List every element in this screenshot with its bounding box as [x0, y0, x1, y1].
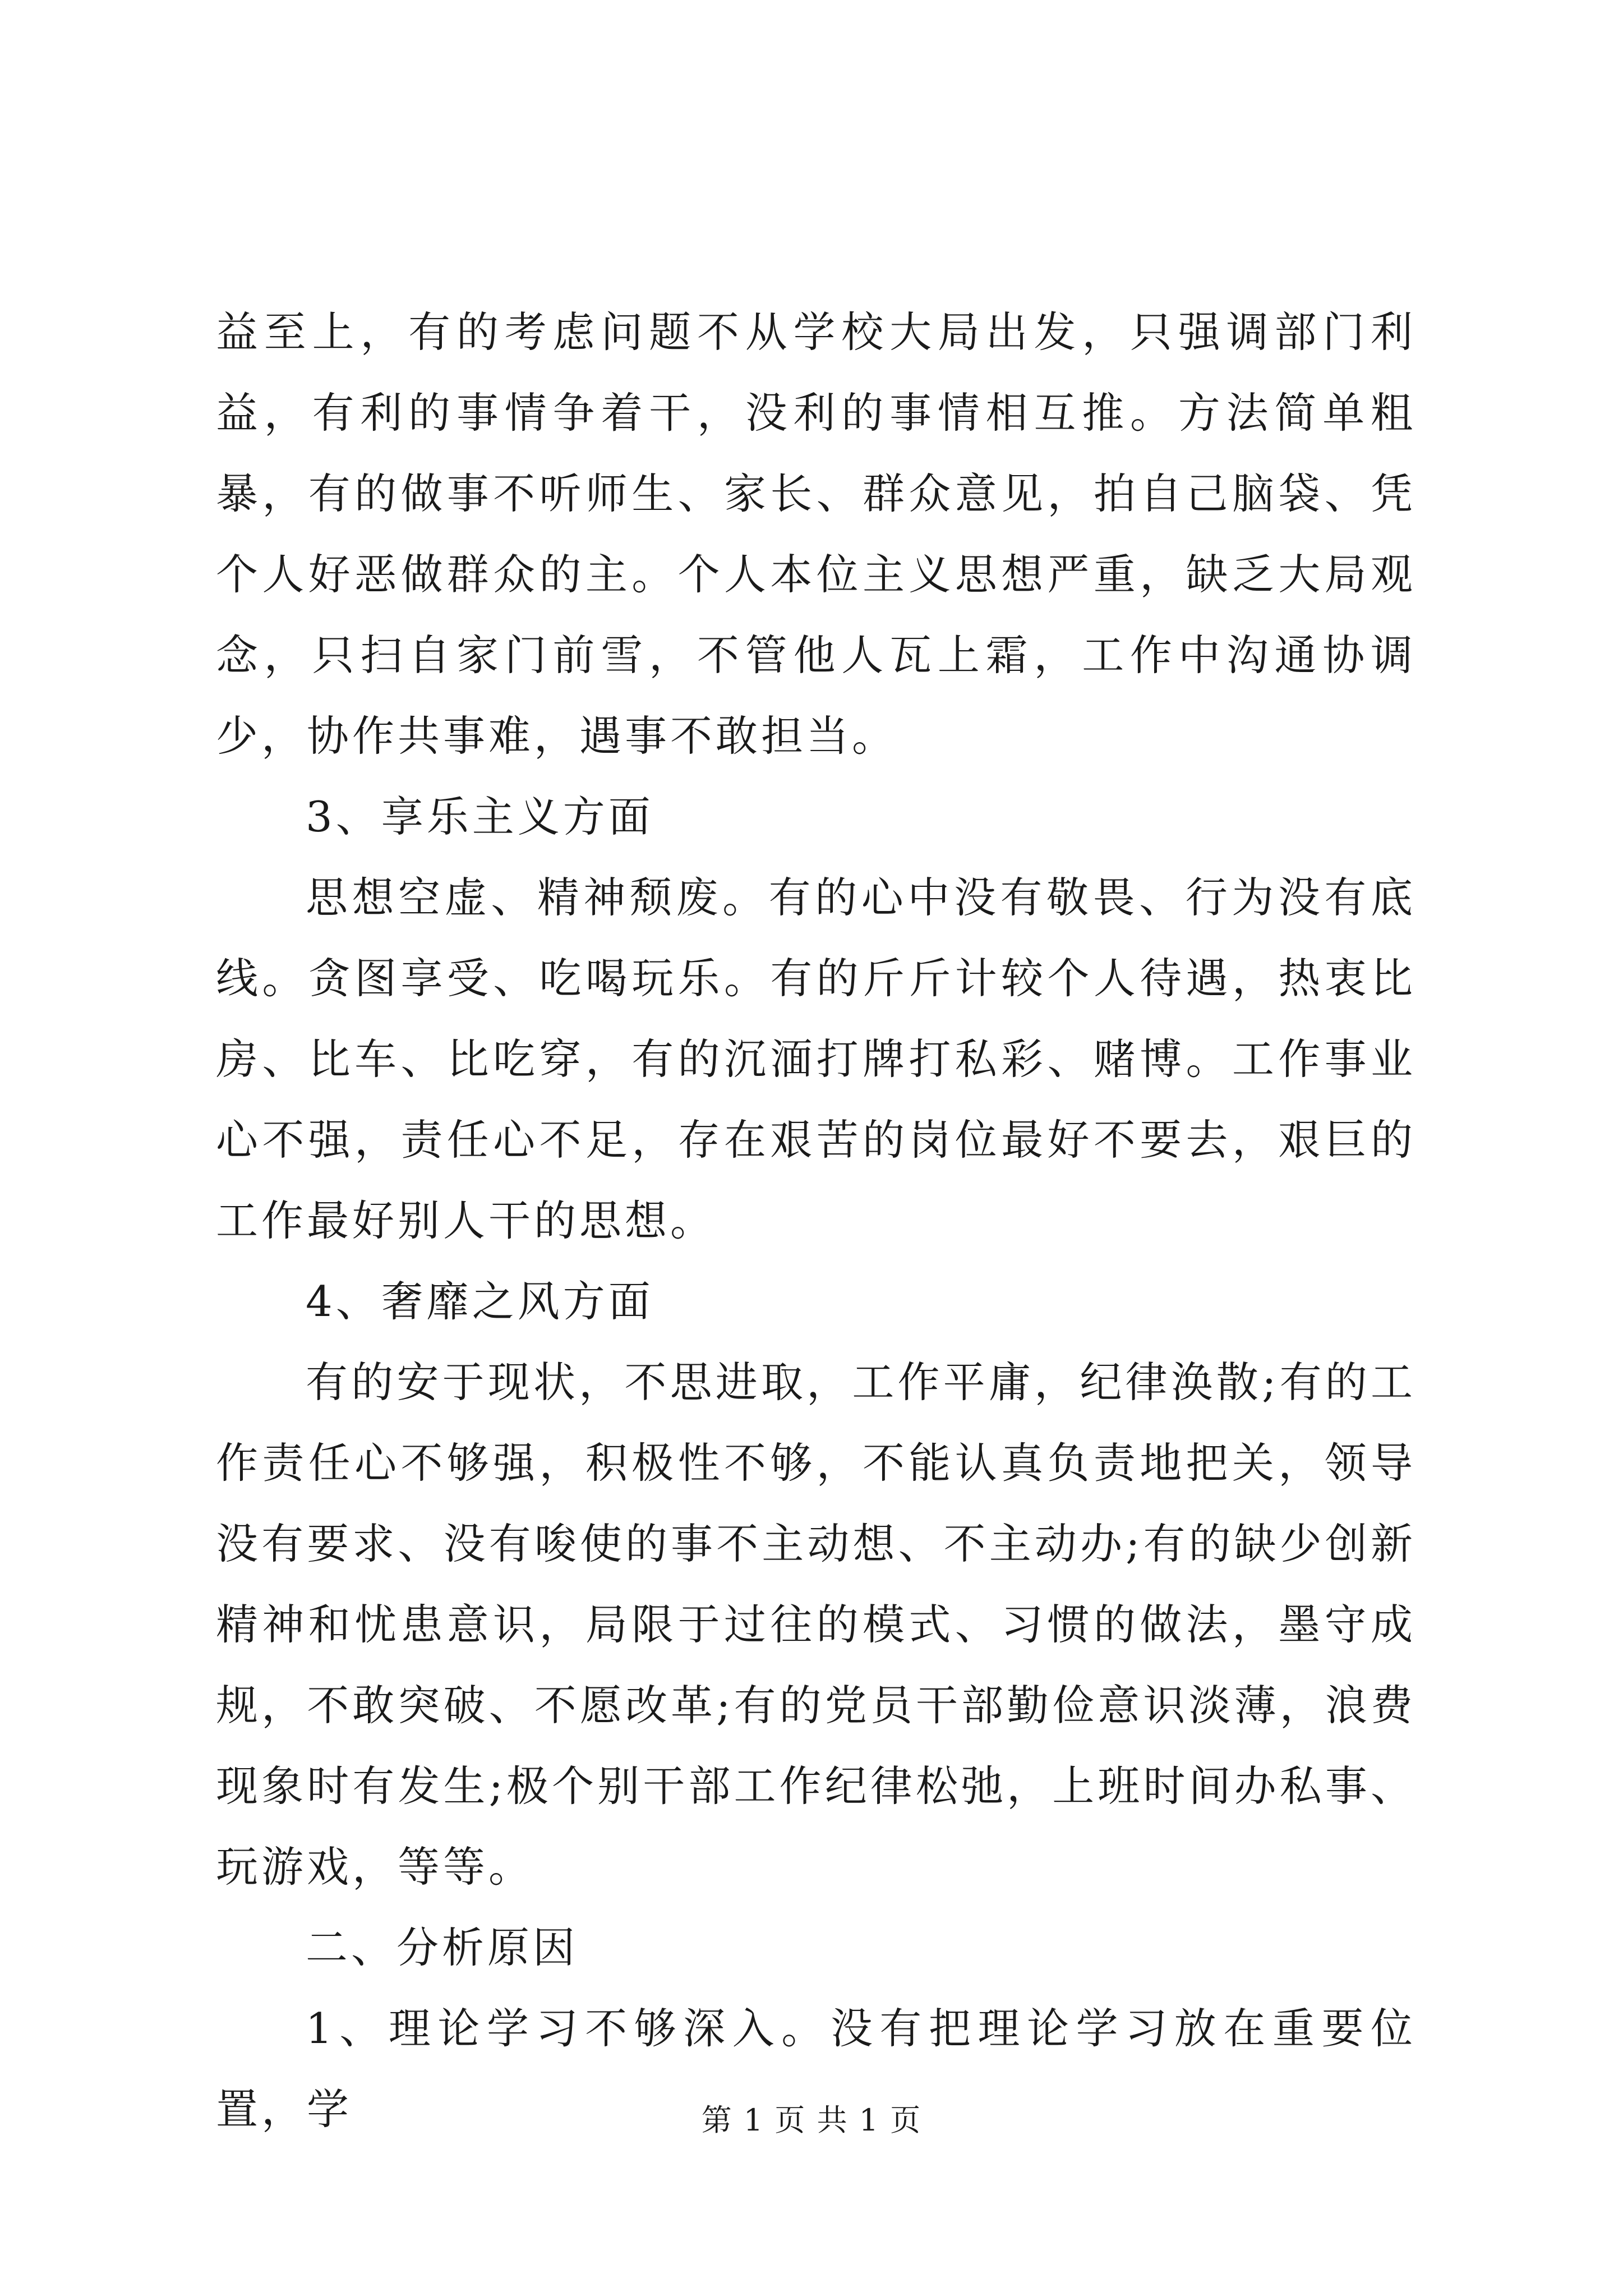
section-heading-analysis: 二、分析原因: [306, 1923, 579, 1972]
paragraph-continuation: 益至上，有的考虑问题不从学校大局出发，只强调部门利益，有利的事情争着干，没利的事情相互推。方法简单粗暴，有的做事不听师生、家长、群众意见，拍自己脑袋、凭个人好恶做群众的主。个人本位主义思想严重，缺乏大局观念，只扫自家门前雪，不管他人瓦上霜，工作中沟通协调少，协作共事难，遇事不敢担当。: [216, 307, 1416, 761]
section-heading-hedonism: 3、享乐主义方面: [306, 792, 654, 841]
paragraph-theory-study: 1、理论学习不够深入。没有把理论学习放在重要位置，学: [216, 2004, 1416, 2134]
paragraph-hedonism: 思想空虚、精神颓废。有的心中没有敬畏、行为没有底线。贪图享受、吃喝玩乐。有的斤斤计较个人待遇，热衷比房、比车、比吃穿，有的沉湎打牌打私彩、赌博。工作事业心不强，责任心不足，存在艰苦的岗位最好不要去，艰巨的工作最好别人干的思想。: [216, 873, 1416, 1245]
page-footer: 第 1 页 共 1 页: [701, 2102, 922, 2138]
document-body: [216, 292, 1416, 2150]
section-heading-extravagance: 4、奢靡之风方面: [306, 1277, 654, 1326]
paragraph-extravagance: 有的安于现状，不思进取，工作平庸，纪律涣散;有的工作责任心不够强，积极性不够，不能认真负责地把关，领导没有要求、没有唆使的事不主动想、不主动办;有的缺少创新精神和忧患意识，局限于过往的模式、习惯的做法，墨守成规，不敢突破、不愿改革;有的党员干部勤俭意识淡薄，浪费现象时有发生;极个别干部工作纪律松弛，上班时间办私事、玩游戏，等等。: [216, 1358, 1416, 1892]
